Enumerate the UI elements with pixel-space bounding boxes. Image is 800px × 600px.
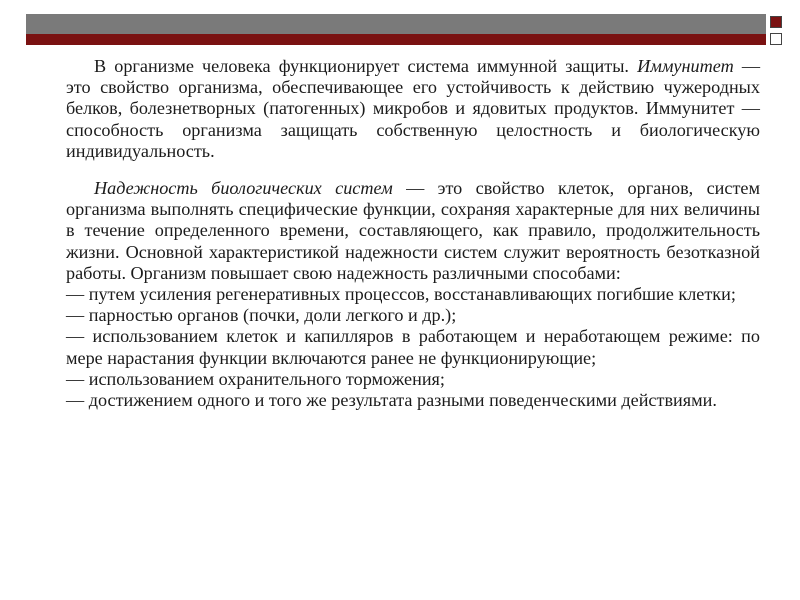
reliability-definition: — это свойство клеток, органов, систем организма выполнять специфические функции, сохраняя характерные для них величины в течение определенного времени, составляющего, как правило, продолжительность жизни. Основной характеристикой надежности систем служит вероятность безотказной работы. Организм повышает свою надежность различными способами:	[66, 178, 760, 283]
term-immunity: Иммунитет	[637, 56, 734, 76]
text-block	[48, 52, 768, 586]
paragraph-reliability	[66, 178, 760, 284]
corner-square-outline	[770, 33, 782, 45]
immunity-intro-sentence: В организме человека функционирует система иммунной защиты.	[94, 56, 629, 76]
accent-band	[26, 34, 766, 45]
list-item: — парностью органов (почки, доли легкого и др.);	[66, 305, 457, 326]
corner-square-filled	[770, 16, 782, 28]
list-item: — использованием клеток и капилляров в работающем и неработающем режиме: по мере нарастания функции включаются ранее не функционирующие;	[66, 326, 760, 368]
immunity-definition: — это свойство организма, обеспечивающее его устойчивость к действию чужеродных белков, болезнетворных (патогенных) микробов и ядовитых продуктов. Иммунитет — способность организма защищать собственную целостность и биологическую индивидуальность.	[66, 56, 761, 161]
list-item: — использованием охранительного торможения;	[66, 368, 445, 389]
list-item: — достижением одного и того же результата разными поведенческими действиями.	[66, 390, 717, 411]
list-item: — путем усиления регенеративных процессов, восстанавливающих погибшие клетки;	[66, 284, 736, 305]
term-reliability: Надежность биологических систем	[94, 178, 393, 199]
header-band	[26, 14, 766, 34]
methods-list	[66, 284, 760, 411]
paragraph-immunity	[66, 56, 760, 162]
